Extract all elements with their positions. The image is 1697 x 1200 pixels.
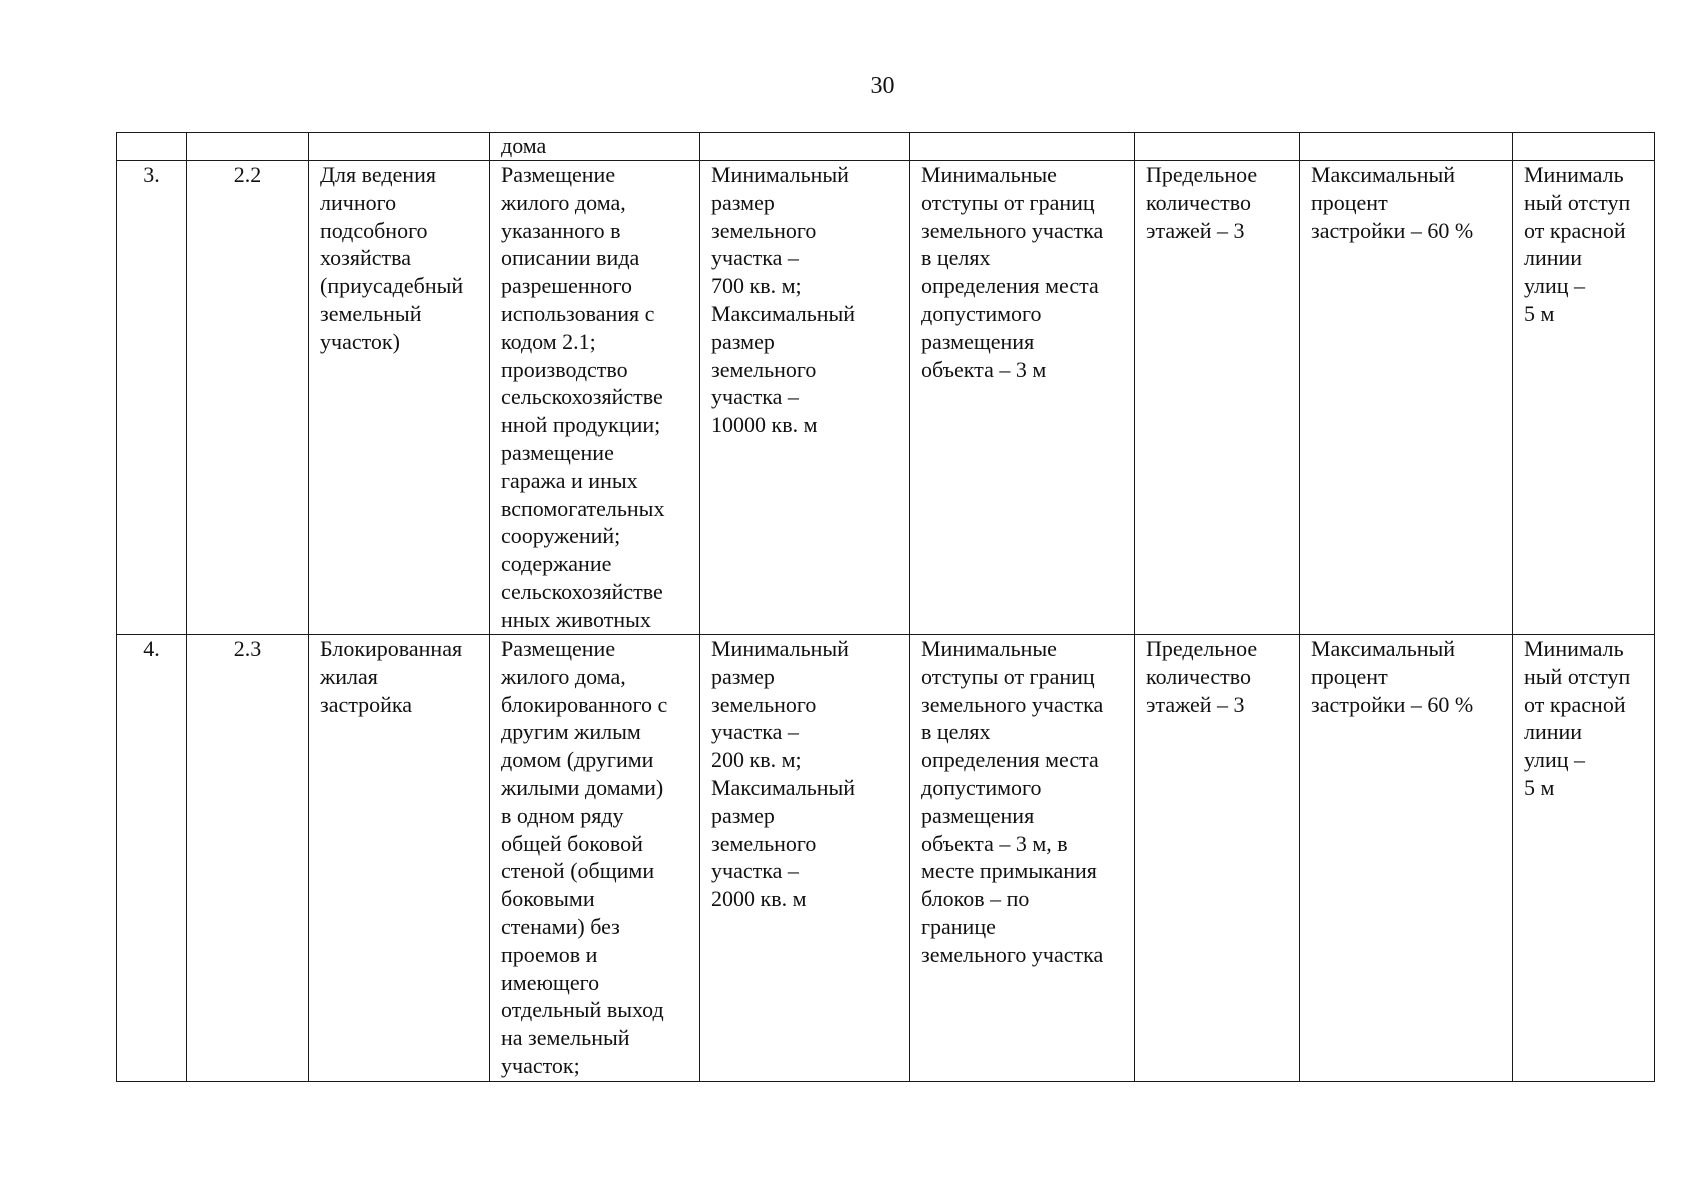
coverage-limit: Максимальный процент застройки – 60 %: [1311, 162, 1474, 243]
table-cell-setbacks: [910, 133, 1135, 161]
table-cell-name: [309, 161, 490, 635]
table-cell-name: [309, 635, 490, 1082]
table-cell-num: [117, 161, 187, 635]
row-number: 3.: [143, 162, 160, 187]
table-cell-name: [309, 133, 490, 161]
use-code: 2.2: [233, 162, 262, 187]
zoning-table: [116, 132, 1655, 1082]
table-cell-red-line: [1513, 133, 1655, 161]
coverage-limit: Максимальный процент застройки – 60 %: [1311, 636, 1474, 717]
row-number: 4.: [143, 636, 160, 661]
table-cell-description: [490, 133, 700, 161]
table-cell-coverage: [1300, 161, 1513, 635]
table-cell-code: [187, 133, 309, 161]
table-cell-description: [490, 635, 700, 1082]
table-cell-num: [117, 635, 187, 1082]
table-cell-code: [187, 635, 309, 1082]
use-code: 2.3: [233, 636, 262, 661]
table-row: [117, 161, 1655, 635]
floor-limit: Предельное количество этажей – 3: [1146, 162, 1258, 243]
table-cell-coverage: [1300, 635, 1513, 1082]
table-cell-floors: [1135, 161, 1300, 635]
floor-limit: Предельное количество этажей – 3: [1146, 636, 1258, 717]
table-cell-description: [490, 161, 700, 635]
table-cell-red-line: [1513, 161, 1655, 635]
table-cell-plot-size: [700, 133, 910, 161]
table-cell-setbacks: [910, 635, 1135, 1082]
plot-size-limits: Минимальный размер земельного участка – 200 кв. м; Максимальный размер земельного участка – 2000 кв. м: [711, 636, 856, 912]
setback-limits: Минимальные отступы от границ земельного участка в целях определения места допустимого размещения объекта – 3 м, в месте примыкания блоков – по границе земельного участка: [921, 636, 1104, 967]
plot-size-limits: Минимальный размер земельного участка – 700 кв. м; Максимальный размер земельного участка – 10000 кв. м: [711, 162, 856, 438]
use-description: Размещение жилого дома, указанного в описании вида разрешенного использования с кодом 2.1; производство сельскохозяйстве нной продукции; размещение гаража и иных вспомогательных сооружений; содержание сельскохозяйстве нных животных: [501, 162, 665, 632]
table-cell-coverage: [1300, 133, 1513, 161]
table-cell-floors: [1135, 133, 1300, 161]
setback-limits: Минимальные отступы от границ земельного участка в целях определения места допустимого размещения объекта – 3 м: [921, 162, 1104, 382]
use-name: Для ведения личного подсобного хозяйства (приусадебный земельный участок): [320, 162, 464, 354]
table-row: [117, 635, 1655, 1082]
use-name: Блокированная жилая застройка: [320, 636, 463, 717]
red-line-setback: Минималь ный отступ от красной линии улиц – 5 м: [1524, 636, 1631, 800]
page-number: 30: [870, 73, 895, 99]
table-cell-floors: [1135, 635, 1300, 1082]
table-cell-code: [187, 161, 309, 635]
description-continuation-text: дома: [501, 133, 547, 158]
table-cell-plot-size: [700, 635, 910, 1082]
table-cell-red-line: [1513, 635, 1655, 1082]
table-continuation-row: [117, 133, 1655, 161]
table-cell-num: [117, 133, 187, 161]
red-line-setback: Минималь ный отступ от красной линии улиц – 5 м: [1524, 162, 1631, 326]
table-cell-setbacks: [910, 161, 1135, 635]
table-cell-plot-size: [700, 161, 910, 635]
use-description: Размещение жилого дома, блокированного с другим жилым домом (другими жилыми домами) в одном ряду общей боковой стеной (общими боковыми стенами) без проемов и имеющего отдельный выход на земельный участок;: [501, 636, 668, 1078]
